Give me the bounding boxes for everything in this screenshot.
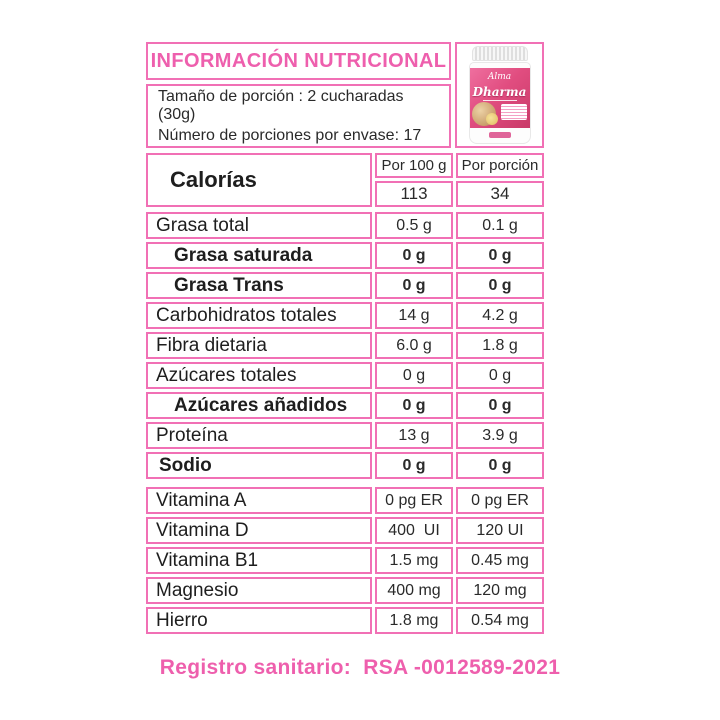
flourish-line (483, 100, 517, 101)
serving-info-box (146, 84, 451, 148)
row-label: Fibra dietaria (146, 332, 372, 359)
row-per-100g-value: 13 g (375, 422, 453, 449)
calories-per-serving-value: 34 (456, 181, 544, 207)
jar-label (470, 68, 530, 128)
row-sodio (146, 452, 544, 479)
row-label: Vitamina D (146, 517, 372, 544)
food-illustration-2 (486, 113, 498, 125)
row-label: Sodio (146, 452, 372, 479)
row-per-100g-value: 0 g (375, 272, 453, 299)
row-per-100g-value: 0 pg ER (375, 487, 453, 514)
row-label: Azúcares totales (146, 362, 372, 389)
product-jar-image (469, 46, 531, 144)
nutrition-table (146, 42, 544, 634)
row-vitamina-a (146, 487, 544, 514)
product-brand-text: Alma (487, 72, 512, 82)
header-left (146, 42, 451, 148)
registro-sanitario-text: Registro sanitario: RSA -0012589-2021 (159, 656, 561, 679)
row-azucares-anadidos (146, 392, 544, 419)
row-per-serving-value: 0.45 mg (456, 547, 544, 574)
jar-bottom-band (489, 132, 511, 138)
title-box (146, 42, 451, 80)
row-per-serving-value: 0.1 g (456, 212, 544, 239)
row-label: Grasa total (146, 212, 372, 239)
row-label: Carbohidratos totales (146, 302, 372, 329)
row-grasa-trans (146, 272, 544, 299)
row-per-100g-value: 0 g (375, 362, 453, 389)
calories-per-100g-value: 113 (375, 181, 453, 207)
row-per-serving-value: 0 pg ER (456, 487, 544, 514)
row-per-100g-value: 6.0 g (375, 332, 453, 359)
serving-size-text: Tamaño de porción : 2 cucharadas (30g) (158, 87, 413, 123)
row-per-100g-value: 1.8 mg (375, 607, 453, 634)
row-carbohidratos-totales (146, 302, 544, 329)
row-label: Magnesio (146, 577, 372, 604)
row-azucares-totales (146, 362, 544, 389)
column-header-per-100g: Por 100 g (375, 153, 453, 178)
jar-body (469, 62, 531, 144)
row-label: Azúcares añadidos (146, 392, 372, 419)
column-header-per-serving: Por porción (456, 153, 544, 178)
row-per-100g-value: 14 g (375, 302, 453, 329)
row-per-serving-value: 0 g (456, 272, 544, 299)
row-per-serving-value: 0 g (456, 362, 544, 389)
row-magnesio (146, 577, 544, 604)
row-per-serving-value: 120 UI (456, 517, 544, 544)
row-per-serving-value: 3.9 g (456, 422, 544, 449)
nutrient-rows (146, 212, 544, 479)
calories-section (146, 153, 544, 207)
header-section (146, 42, 544, 148)
product-image-box (455, 42, 544, 148)
row-proteina (146, 422, 544, 449)
row-fibra-dietaria (146, 332, 544, 359)
row-per-serving-value: 1.8 g (456, 332, 544, 359)
row-label: Proteína (146, 422, 372, 449)
vitamin-rows (146, 487, 544, 634)
row-per-serving-value: 0.54 mg (456, 607, 544, 634)
row-label: Vitamina A (146, 487, 372, 514)
jar-lid (472, 46, 528, 61)
row-hierro (146, 607, 544, 634)
row-label: Hierro (146, 607, 372, 634)
row-per-100g-value: 1.5 mg (375, 547, 453, 574)
row-per-100g-value: 0 g (375, 392, 453, 419)
footer (0, 656, 720, 680)
row-per-serving-value: 0 g (456, 242, 544, 269)
row-label: Grasa Trans (146, 272, 372, 299)
row-per-100g-value: 0.5 g (375, 212, 453, 239)
row-vitamina-b1 (146, 547, 544, 574)
row-grasa-saturada (146, 242, 544, 269)
row-label: Grasa saturada (146, 242, 372, 269)
row-vitamina-d (146, 517, 544, 544)
row-per-serving-value: 0 g (456, 392, 544, 419)
row-per-serving-value: 4.2 g (456, 302, 544, 329)
row-per-100g-value: 0 g (375, 452, 453, 479)
row-per-serving-value: 0 g (456, 452, 544, 479)
row-per-100g-value: 400 mg (375, 577, 453, 604)
row-label: Vitamina B1 (146, 547, 372, 574)
row-per-100g-value: 400 UI (375, 517, 453, 544)
label-callout-box (501, 104, 527, 120)
calories-label: Calorías (146, 153, 372, 207)
row-per-100g-value: 0 g (375, 242, 453, 269)
servings-per-container-text: Número de porciones por envase: 17 (158, 126, 422, 144)
row-grasa-total (146, 212, 544, 239)
row-per-serving-value: 120 mg (456, 577, 544, 604)
product-name-text: Dharma (472, 85, 527, 99)
page-title: INFORMACIÓN NUTRICIONAL (150, 49, 447, 72)
